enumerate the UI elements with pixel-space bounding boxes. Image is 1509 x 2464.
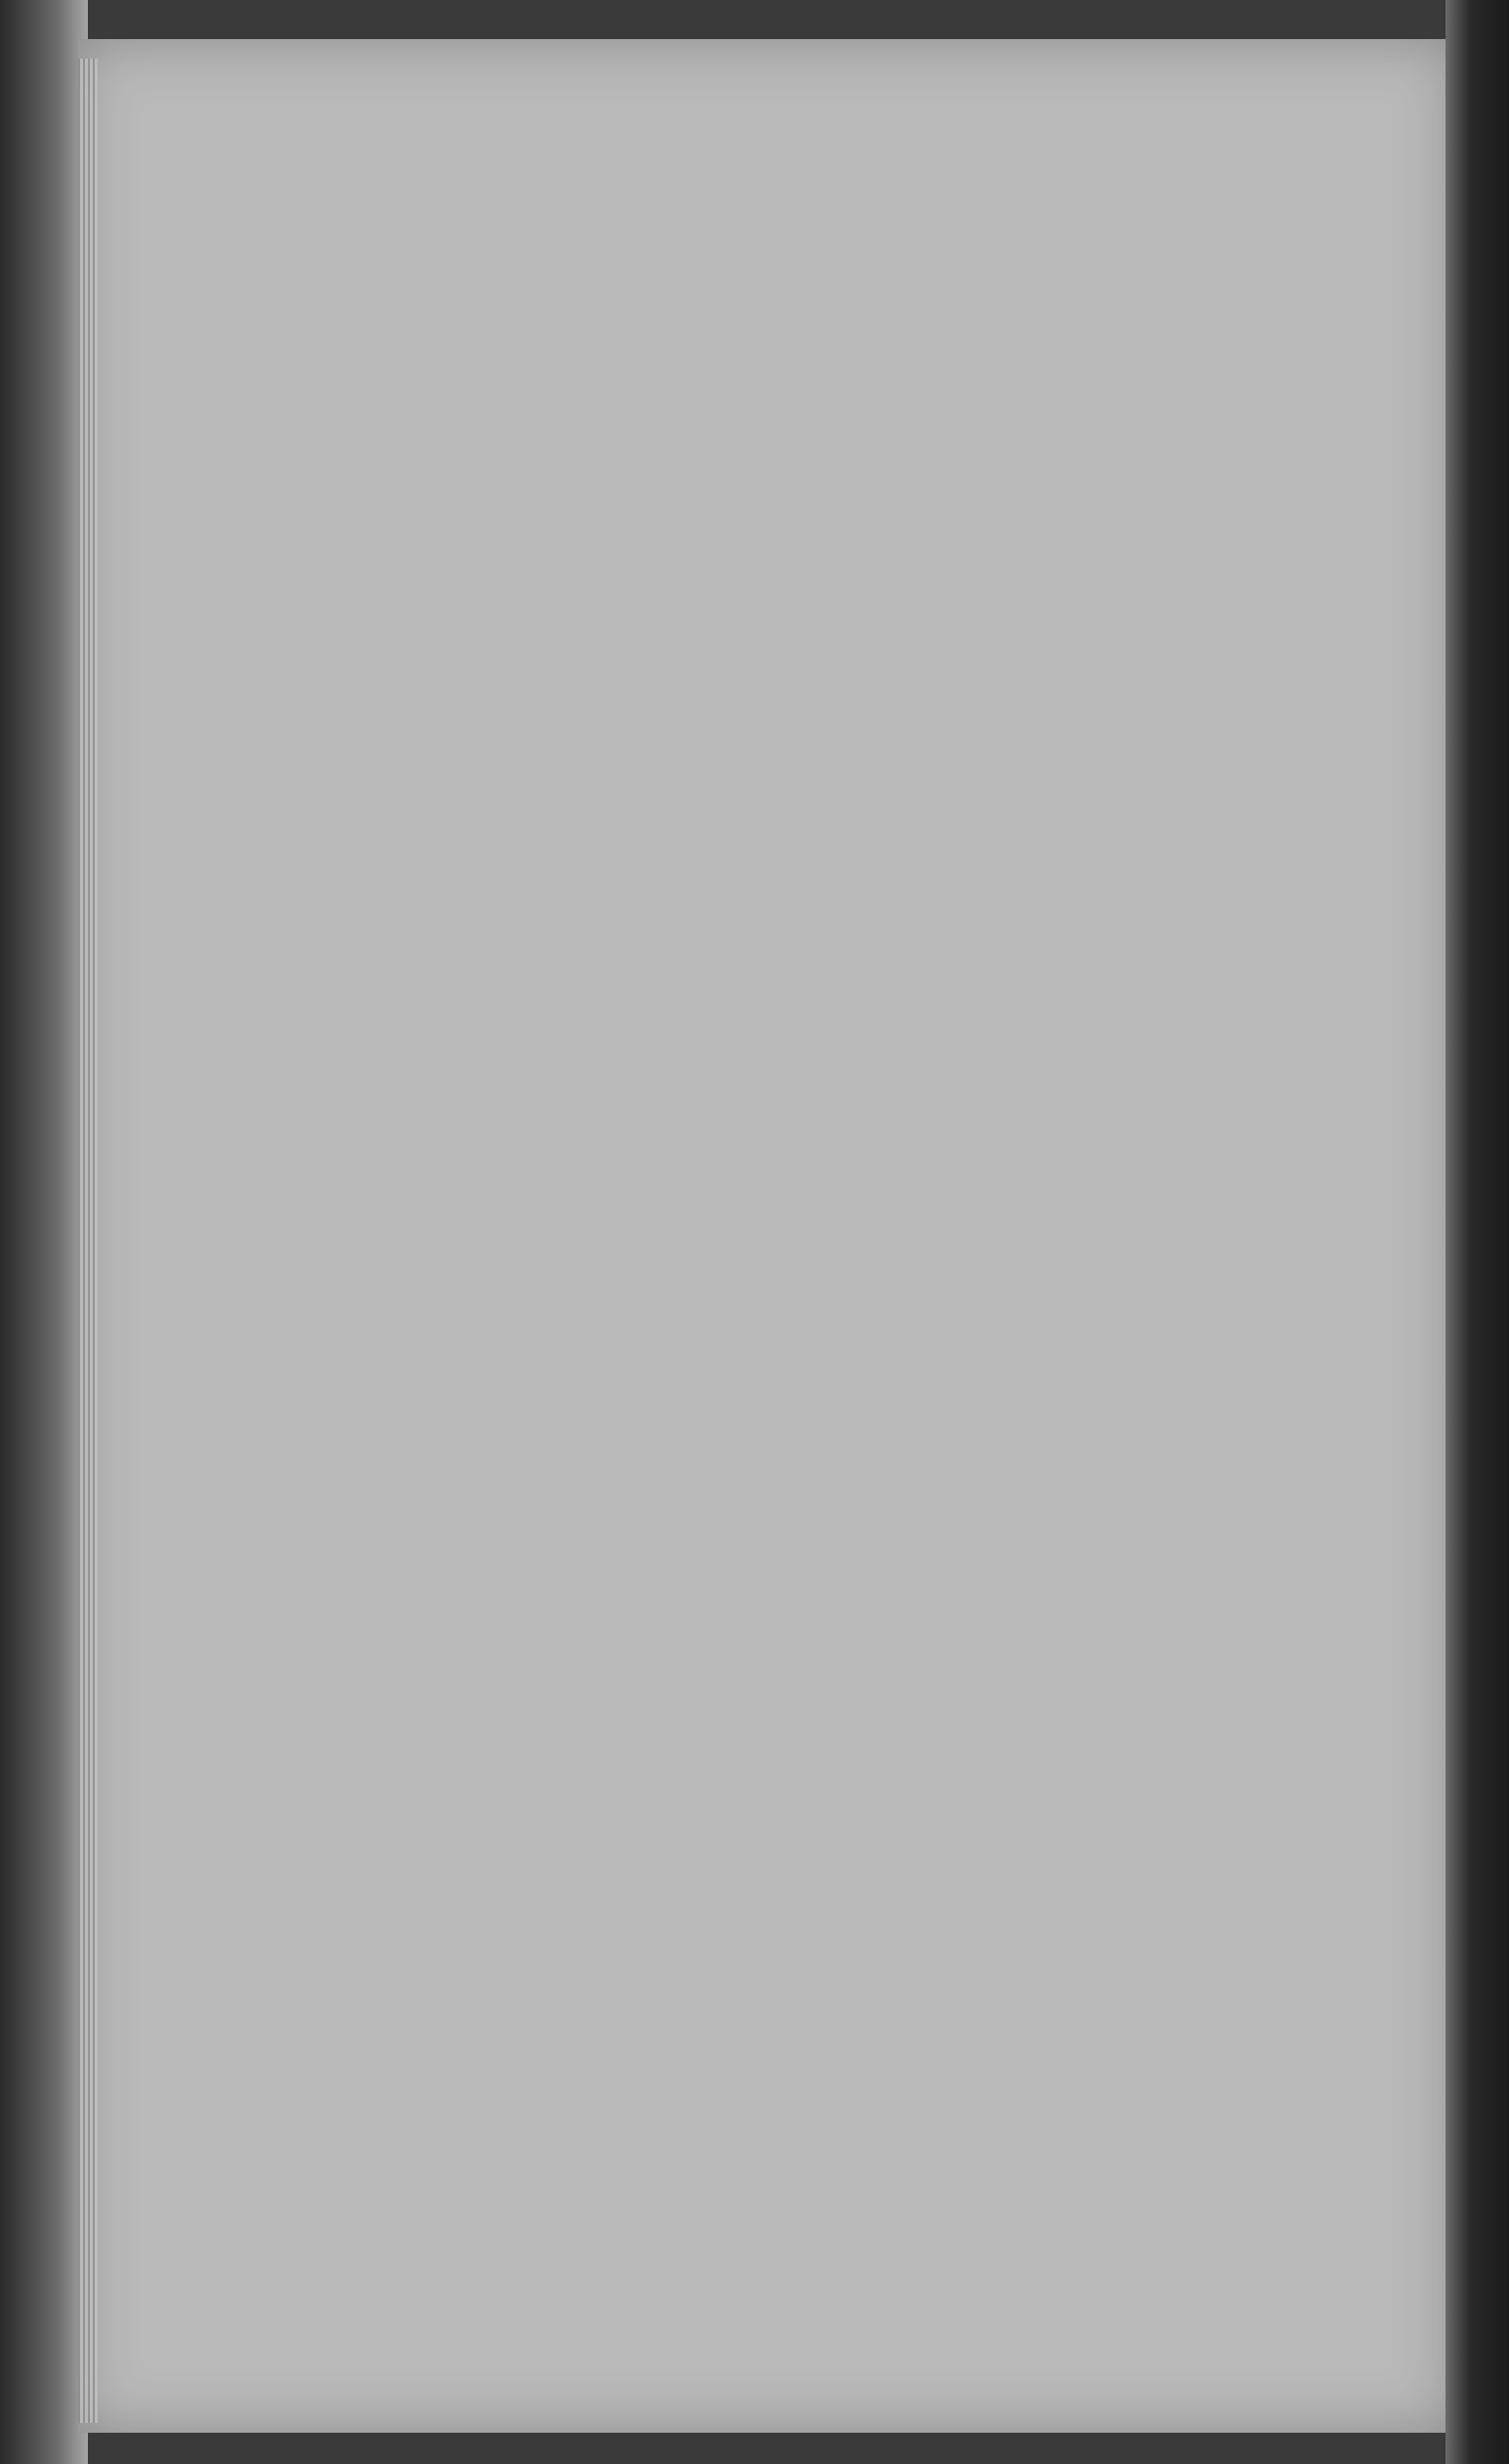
book-gutter-right: [1446, 0, 1509, 2464]
page: [78, 39, 1455, 2433]
page-edges: [78, 59, 98, 2423]
page-content: [313, 191, 1406, 392]
book-edge-left: [0, 0, 88, 2464]
